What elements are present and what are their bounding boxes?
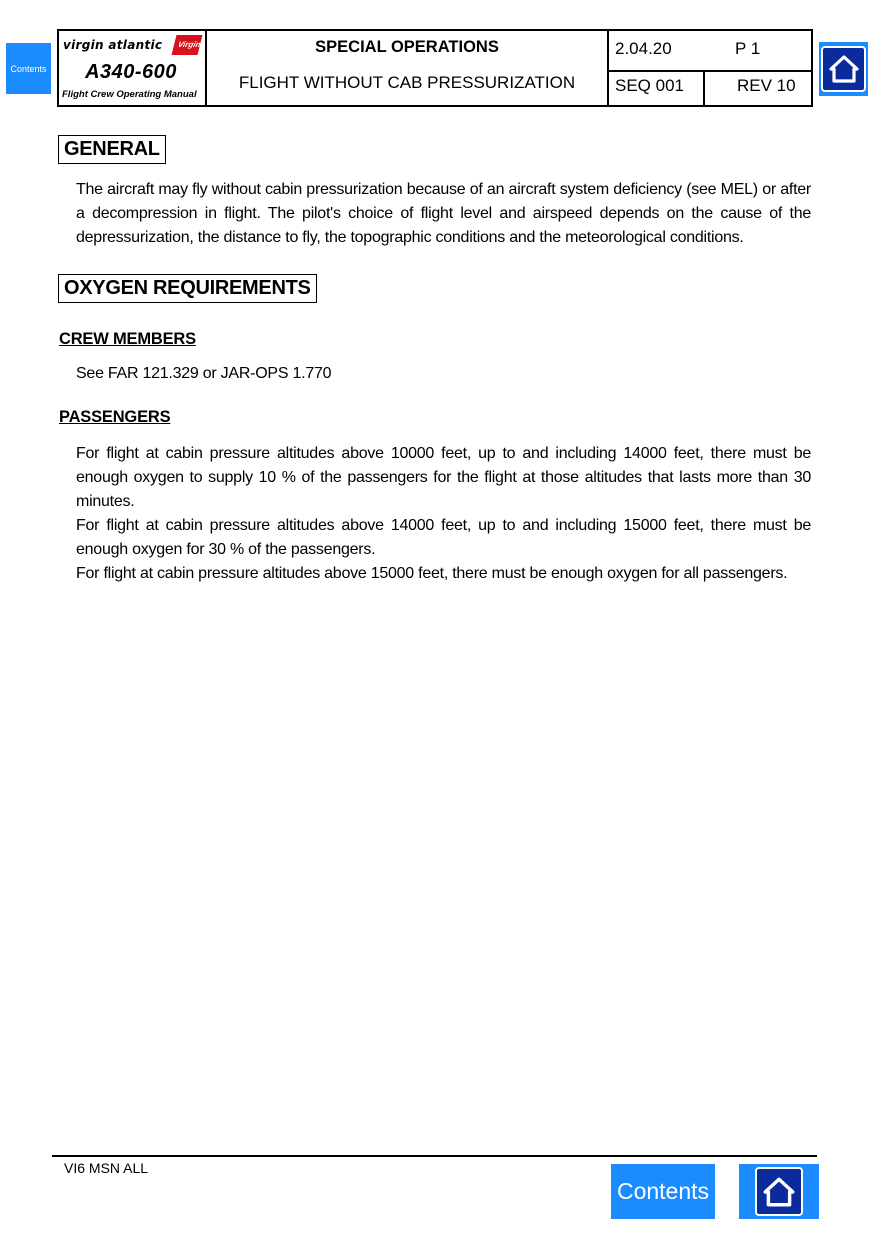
crew-members-heading: CREW MEMBERS <box>59 330 196 348</box>
document-header <box>57 29 813 107</box>
general-text: The aircraft may fly without cabin pressurization because of an aircraft system deficiency (see MEL) or after a decompression in flight. The pilot's choice of flight level and airspeed depends on the cause of the depressurization, the distance to fly, the topographic conditions and the meteorological conditions. <box>76 181 811 246</box>
title-cell <box>207 31 609 105</box>
page-title: SPECIAL OPERATIONS <box>315 38 499 56</box>
revision-number: REV 10 <box>737 76 796 95</box>
footer-msn: VI6 MSN ALL <box>64 1160 149 1176</box>
manual-name: Flight Crew Operating Manual <box>62 89 197 100</box>
oxygen-heading: OXYGEN REQUIREMENTS <box>58 274 317 303</box>
general-heading: GENERAL <box>58 135 166 164</box>
passengers-paragraph: For flight at cabin pressure altitudes above 15000 feet, there must be enough oxygen for all passengers. <box>76 565 788 582</box>
reference-cell <box>609 31 811 105</box>
footer-divider <box>52 1155 817 1157</box>
home-icon <box>821 46 866 92</box>
logo-cell <box>59 31 207 105</box>
ref-divider-vertical <box>703 70 705 105</box>
home-button-top[interactable] <box>819 42 868 96</box>
passengers-heading: PASSENGERS <box>59 408 171 426</box>
contents-button-top[interactable] <box>6 43 51 94</box>
airline-logo-text: virgin atlantic <box>63 38 163 52</box>
passengers-paragraph: For flight at cabin pressure altitudes above 14000 feet, up to and including 15000 feet, there must be enough oxygen for 30 % of the passengers. <box>76 517 811 558</box>
home-icon <box>755 1167 803 1216</box>
page-number: P 1 <box>735 39 761 58</box>
contents-button-bottom-label: Contents <box>616 1178 710 1204</box>
section-number: 2.04.20 <box>615 39 672 58</box>
airline-flag-text: Virgin <box>177 40 202 49</box>
crew-members-text: See FAR 121.329 or JAR-OPS 1.770 <box>76 365 332 382</box>
aircraft-model: A340-600 <box>85 61 177 83</box>
ref-divider-horizontal <box>609 70 811 72</box>
sequence-number: SEQ 001 <box>615 76 684 95</box>
contents-button-bottom[interactable] <box>611 1164 715 1219</box>
airline-flag-logo <box>172 35 203 55</box>
page-subtitle: FLIGHT WITHOUT CAB PRESSURIZATION <box>238 73 576 92</box>
passengers-text <box>76 442 811 586</box>
contents-button-top-label: Contents <box>10 63 47 74</box>
home-button-bottom[interactable] <box>739 1164 819 1219</box>
passengers-paragraph: For flight at cabin pressure altitudes above 10000 feet, up to and including 14000 feet, there must be enough oxygen to supply 10 % of the passengers for the flight at those altitudes that lasts more than 30 minutes. <box>76 445 811 510</box>
